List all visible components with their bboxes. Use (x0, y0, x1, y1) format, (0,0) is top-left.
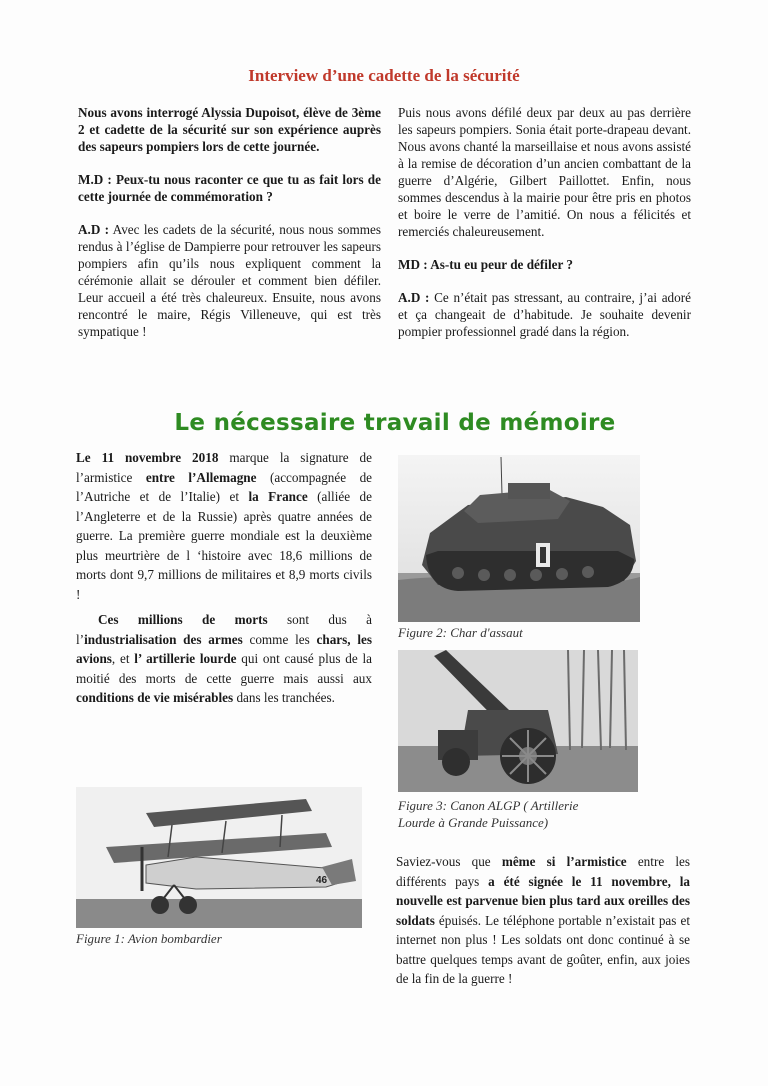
p2-conditions: conditions de vie misérables (76, 690, 234, 705)
interview-title: Interview d’une cadette de la sécurité (248, 66, 520, 85)
answer-2-text: Ce n’était pas stressant, au contraire, j’ai adoré et ça changeait de d’habitude. Je souhaite devenir pompier professionnel gradé dans la région. (398, 290, 691, 339)
p1-date: Le 11 novembre 2018 (76, 450, 219, 465)
p3-armistice: même si l’armistice (501, 854, 627, 869)
p2-artillerie: l’ artillerie lourde (134, 651, 237, 666)
article-right-column (396, 852, 690, 995)
article-paragraph-1 (76, 448, 372, 604)
p3-text-c: épuisés. Le téléphone portable n’existait pas et internet non plus ! Les soldats ont donc continué à se battre quelques temps avant de goûter, enfin, aux joies de la fin de la guerre ! (396, 912, 690, 986)
p1-germany: entre l’Allemagne (145, 469, 257, 485)
p2-text-c: , et (111, 651, 135, 666)
p1-france: la France (248, 489, 308, 504)
interview-left-column (78, 104, 381, 356)
p3-text-b: entre les différents pays (396, 854, 690, 889)
cannon-photo (398, 650, 638, 792)
figure-1-caption: Figure 1: Avion bombardier (76, 931, 222, 946)
article-title: Le nécessaire travail de mémoire (174, 410, 616, 436)
plane-illustration (76, 787, 362, 928)
tank-photo (398, 455, 640, 622)
answer-2 (398, 289, 691, 340)
plane-number: 46 (316, 875, 328, 886)
answer-1 (78, 221, 381, 340)
answer-1-text: Avec les cadets de la sécurité, nous nous sommes rendus à l’église de Dampierre pour retrouver les sapeurs pompiers afin qu’ils nous expliquent comment la cérémonie allait se dérouler et comment bien défiler. Leur accueil a été très chaleureux. Ensuite, nous avons rencontré le maire, Régis Villeneuve, qui est très sympatique ! (78, 222, 381, 339)
p2-text-a: sont dus à l’ (76, 612, 373, 647)
article-left-column (76, 448, 372, 714)
answer-2-label: A.D : (398, 290, 430, 305)
p3-text-a: Saviez-vous que (396, 854, 502, 869)
plane-photo (76, 787, 362, 928)
p1-text-c: (alliée de l’Angleterre et de la Russie) après quatre années de guerre. La première guerre mondiale est la deuxième plus meurtrière de l ‘histoire avec 18,6 millions de morts dont 9,7 millions de militaires et 8,9 morts civils ! (76, 489, 372, 602)
figure-3-caption: Figure 3: Canon ALGP ( Artillerie Lourde à Grande Puissance) (398, 798, 579, 830)
p2-chars: chars, les avions (76, 631, 373, 666)
question-2: MD : As-tu eu peur de défiler ? (398, 257, 573, 272)
question-1: M.D : Peux-tu nous raconter ce que tu as fait lors de cette journée de commémoration ? (78, 172, 381, 204)
p2-text-e: dans les tranchées. (233, 690, 335, 705)
p2-millions: Ces millions de morts (98, 612, 268, 627)
p1-text-a: marque la signature de l’armistice (76, 450, 372, 485)
p2-text-b: comme les (242, 631, 317, 647)
tank-illustration (398, 455, 640, 622)
article-paragraph-2 (76, 610, 372, 708)
article-paragraph-3 (396, 852, 690, 989)
cannon-illustration (398, 650, 638, 792)
p1-text-b: (accompagnée de l’Autriche et de l’Italie) et (76, 469, 373, 504)
figure-2-caption: Figure 2: Char d'assaut (398, 625, 523, 640)
p3-news-late: a été signée le 11 novembre, la nouvelle est parvenue bien plus tard aux oreilles des soldats (396, 873, 690, 928)
p2-industrialisation: industrialisation des armes (84, 631, 243, 647)
answer-1-continued: Puis nous avons défilé deux par deux au pas derrière les sapeurs pompiers. Sonia était porte-drapeau devant. Nous avons chanté la marseillaise et nous avons assisté à la remise de décoration d’un ancien combattant de la guerre d’Algérie, Gilbert Paillottet. Enfin, nous sommes descendus à la mairie pour être pris en photos et boire le verre de l’amitié. On nous a félicités et remerciés chaleureusement. (398, 105, 691, 239)
interview-intro: Nous avons interrogé Alyssia Dupoisot, élève de 3ème 2 et cadette de la sécurité sur son expérience auprès des sapeurs pompiers lors de cette journée. (78, 105, 381, 154)
answer-1-label: A.D : (78, 222, 110, 237)
p2-text-d: qui ont causé plus de la moitié des morts de cette guerre mais aussi aux (76, 651, 372, 686)
interview-right-column (398, 104, 691, 356)
